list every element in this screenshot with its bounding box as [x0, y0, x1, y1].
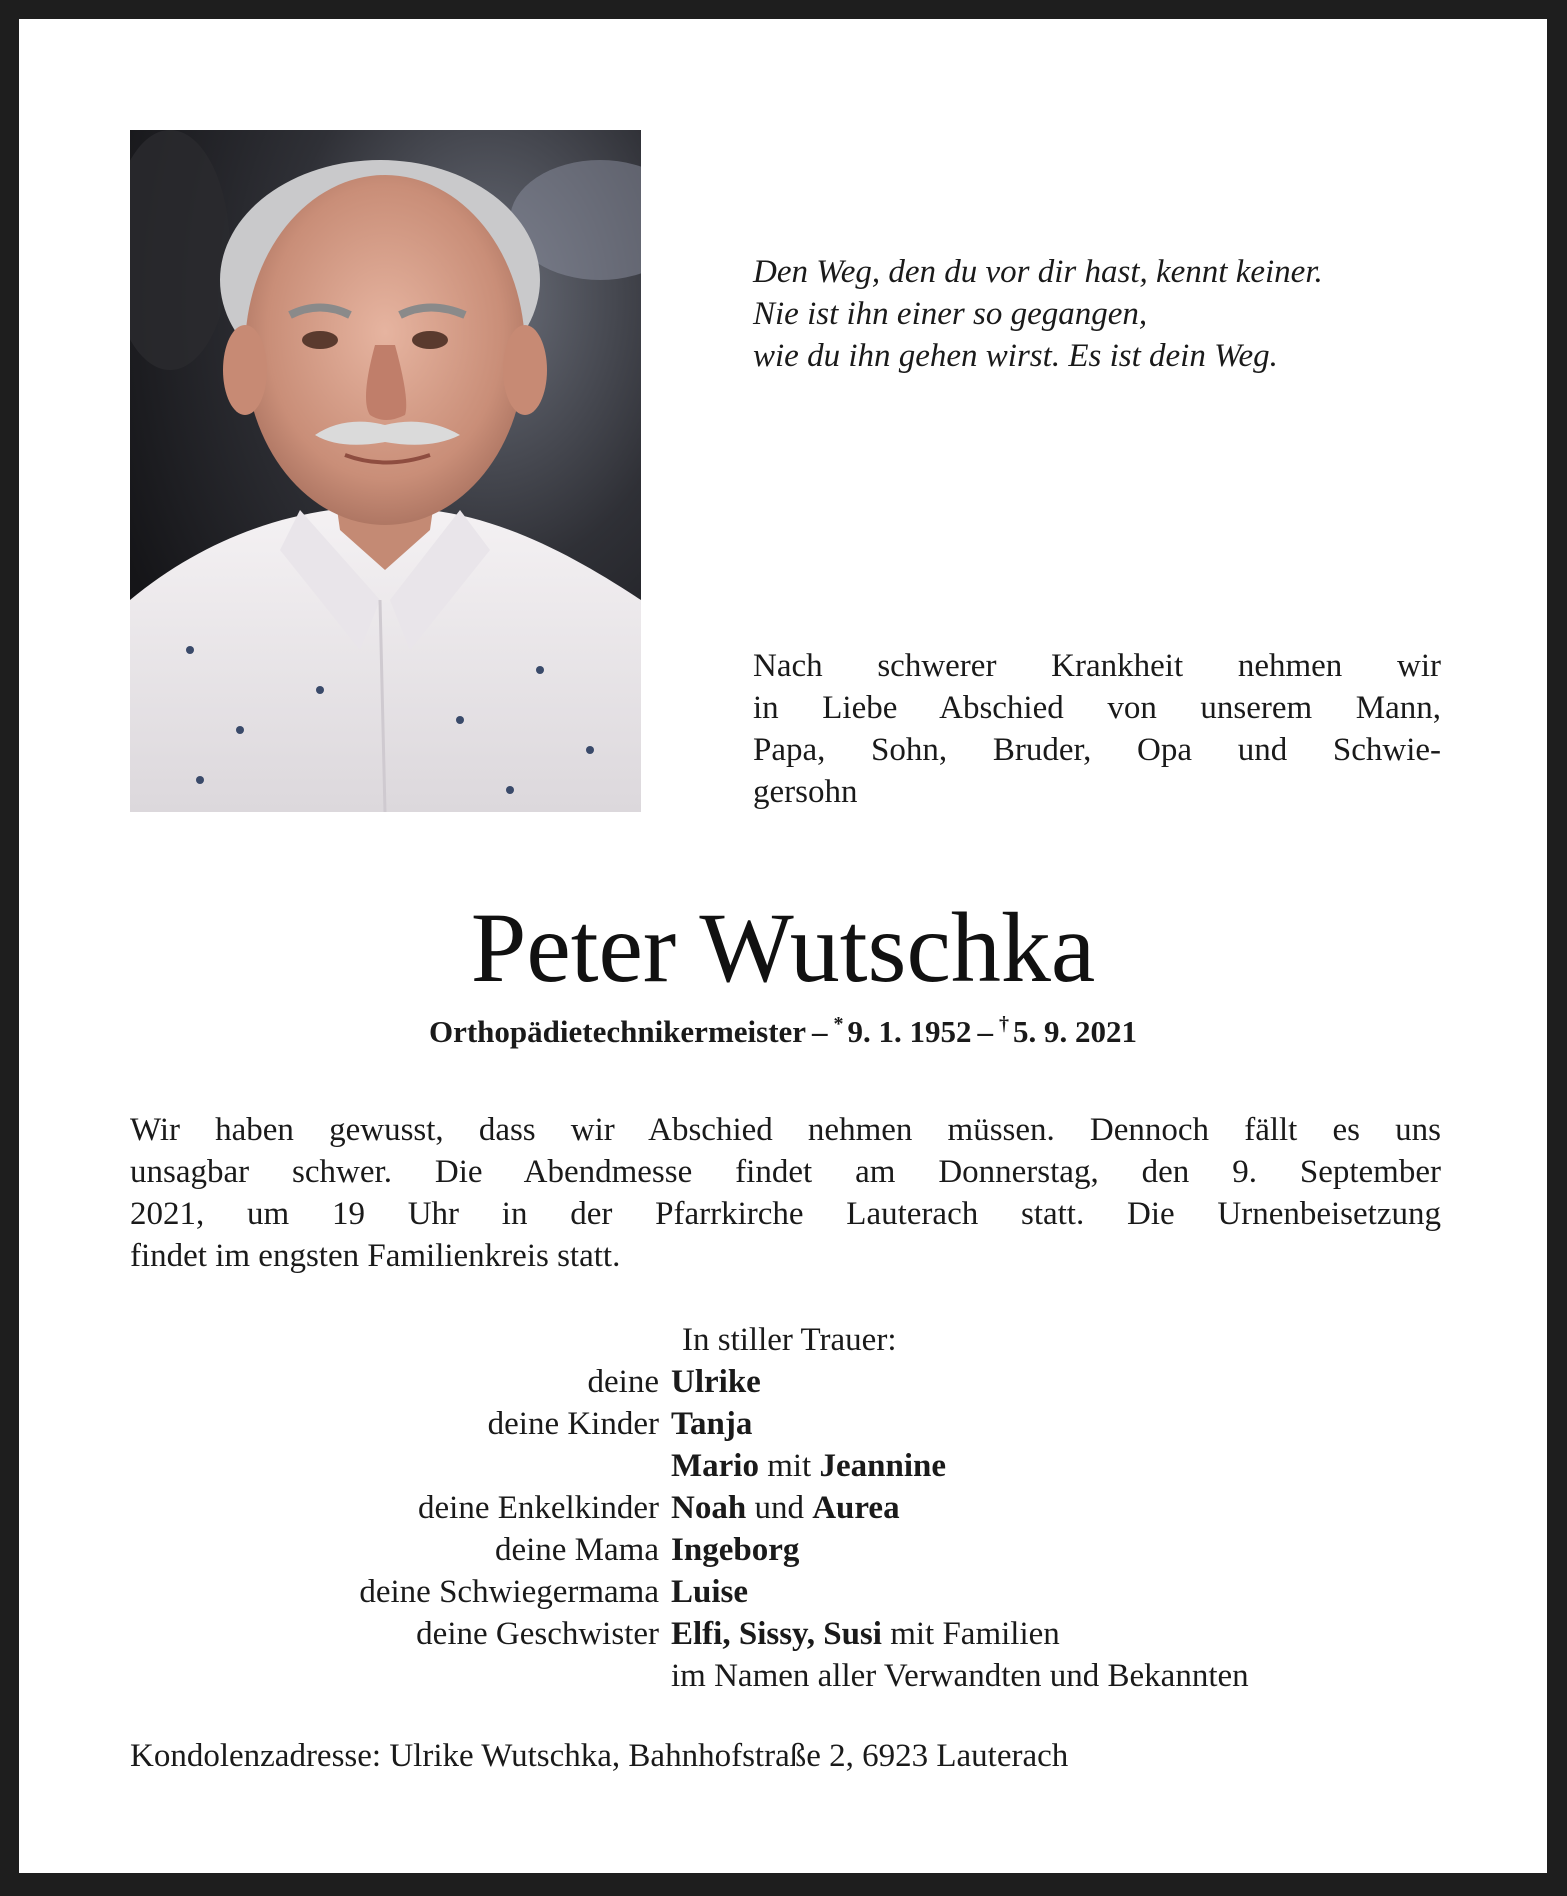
announcement-line: Wir haben gewusst, dass wir Abschied nehmen müssen. Dennoch fällt es uns: [130, 1112, 1441, 1148]
mourner-names: [671, 1655, 1441, 1697]
announcement-paragraph: [130, 1109, 1441, 1277]
poem-line: wie du ihn gehen wirst. Es ist dein Weg.: [753, 338, 1278, 374]
obituary-sheet: [19, 19, 1547, 1873]
mourner-row: [130, 1445, 1441, 1487]
poem-line: Nie ist ihn einer so gegangen,: [753, 296, 1148, 332]
mourner-names: [671, 1529, 1441, 1571]
mourner-connector: mit Familien: [881, 1616, 1060, 1652]
portrait-illustration: [130, 130, 641, 812]
mourner-connector: im Namen aller Verwandten und Bekannten: [671, 1658, 1249, 1694]
mourner-relation: deine Schwiegermama: [359, 1574, 659, 1610]
mourner-row: [130, 1361, 1441, 1403]
mourner-relation: deine Mama: [494, 1532, 659, 1568]
mourner-relation: deine Kinder: [487, 1406, 659, 1442]
mourner-names: [671, 1445, 1441, 1487]
announcement-line: findet im engsten Familienkreis statt.: [130, 1238, 621, 1274]
mourner-row: [130, 1487, 1441, 1529]
condolence-address: Kondolenzadresse: Ulrike Wutschka, Bahnhofstraße 2, 6923 Lauterach: [130, 1738, 1069, 1774]
intro-line: gersohn: [753, 774, 858, 810]
intro-line: Nach schwerer Krankheit nehmen wir: [753, 648, 1441, 684]
mourner-relation: deine Enkelkinder: [418, 1490, 659, 1526]
mourner-names: [671, 1403, 1441, 1445]
mourner-relation: [130, 1445, 671, 1487]
mourner-name: Luise: [671, 1574, 749, 1610]
mourner-connector: und: [746, 1490, 813, 1526]
portrait-photo: [130, 130, 641, 812]
mourner-names: [671, 1571, 1441, 1613]
mourner-name: Noah: [671, 1490, 747, 1526]
announcement-line: unsagbar schwer. Die Abendmesse findet am Donnerstag, den 9. September: [130, 1154, 1441, 1190]
mourning-heading: In stiller Trauer:: [682, 1322, 897, 1358]
mourner-name: Tanja: [671, 1406, 753, 1442]
death-date: 5. 9. 2021: [1013, 1014, 1138, 1049]
birth-date: 9. 1. 1952: [847, 1014, 972, 1049]
profession: Orthopädietechnikermeister: [428, 1014, 807, 1049]
intro-paragraph: [753, 645, 1441, 813]
announcement-line: 2021, um 19 Uhr in der Pfarrkirche Lauterach statt. Die Urnenbeisetzung: [130, 1196, 1441, 1232]
mourner-name: Ingeborg: [671, 1532, 800, 1568]
mourner-names: [671, 1613, 1441, 1655]
life-dates: [19, 1004, 1547, 1052]
poem: [753, 251, 1323, 377]
death-symbol: †: [999, 1013, 1010, 1035]
mourner-row: [130, 1655, 1441, 1697]
mourner-row: [130, 1529, 1441, 1571]
mourner-row: [130, 1403, 1441, 1445]
mourner-name: Jeannine: [819, 1448, 947, 1484]
mourner-relation: deine: [587, 1364, 659, 1400]
mourner-row: [130, 1571, 1441, 1613]
mourner-name: Mario: [671, 1448, 759, 1484]
separator: –: [812, 1014, 828, 1049]
birth-symbol: *: [833, 1013, 844, 1035]
mourner-name: Aurea: [812, 1490, 900, 1526]
mourner-connector: mit: [758, 1448, 820, 1484]
mourner-row: [130, 1613, 1441, 1655]
mourner-relation: deine Geschwister: [416, 1616, 659, 1652]
mourner-names: [671, 1487, 1441, 1529]
mourner-names: [671, 1361, 1441, 1403]
intro-line: in Liebe Abschied von unserem Mann,: [753, 690, 1441, 726]
intro-line: Papa, Sohn, Bruder, Opa und Schwie-: [753, 732, 1441, 768]
deceased-name: Peter Wutschka: [470, 892, 1096, 1003]
mourner-name: Elfi, Sissy, Susi: [671, 1616, 882, 1652]
mourner-relation: [130, 1655, 671, 1697]
separator: –: [977, 1014, 994, 1049]
mourner-name: Ulrike: [671, 1364, 761, 1400]
mourners-list: [130, 1361, 1441, 1697]
poem-line: Den Weg, den du vor dir hast, kennt keiner.: [753, 254, 1323, 290]
